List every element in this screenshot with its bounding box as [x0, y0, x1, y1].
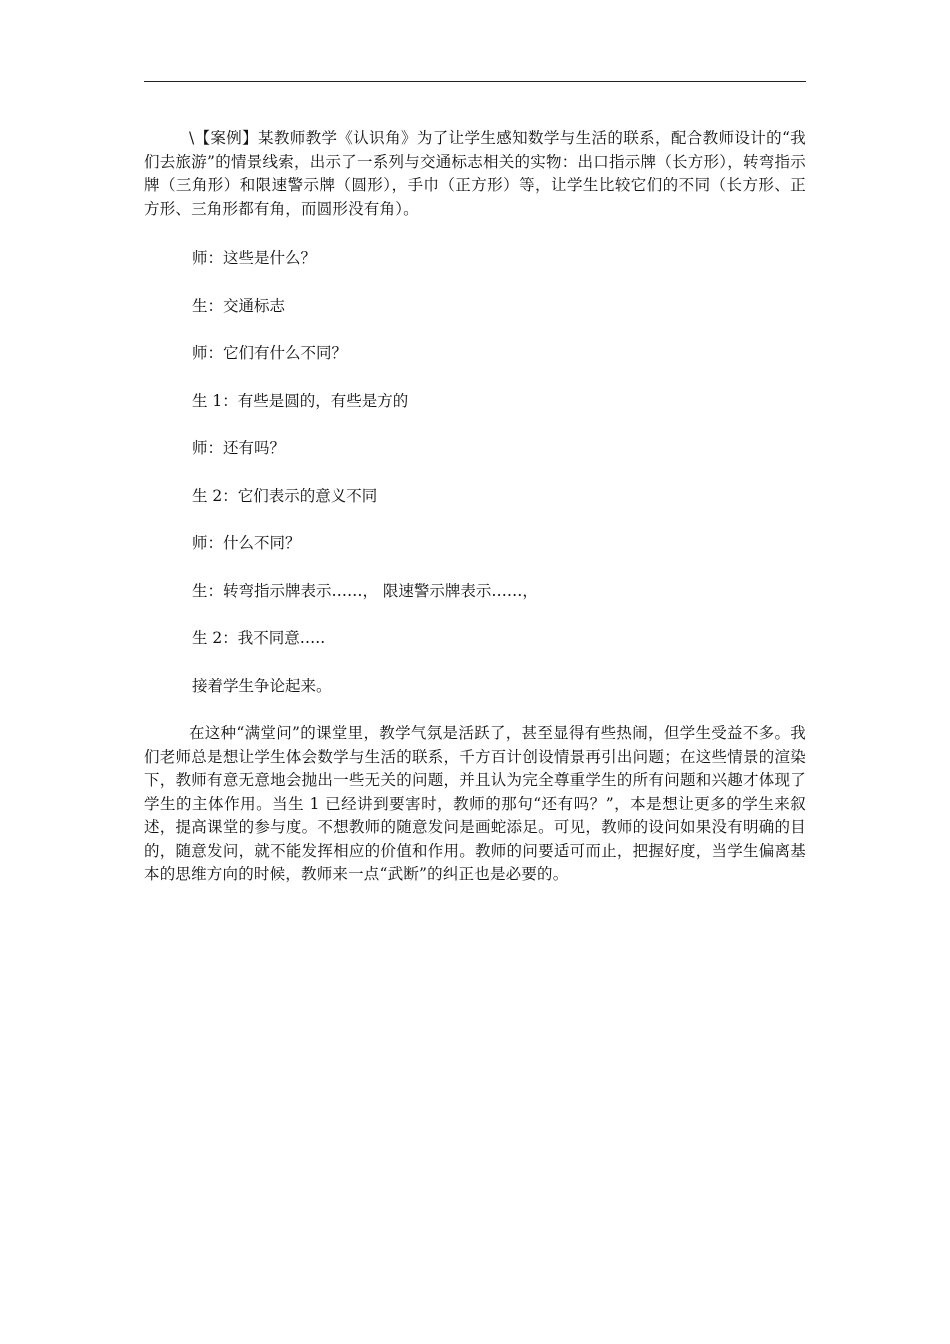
document-body — [144, 127, 806, 887]
commentary-paragraph: 在这种“满堂问”的课堂里，教学气氛是活跃了，甚至显得有些热闹，但学生受益不多。我们老师总是想让学生体会数学与生活的联系，千方百计创设情景再引出问题；在这些情景的渲染下，教师有意无意地会抛出一些无关的问题，并且认为完全尊重学生的所有问题和兴趣才体现了学生的主体作用。当生 1 已经讲到要害时，教师的那句“还有吗？”，本是想让更多的学生来叙述，提高课堂的参与度。不想教师的随意发问是画蛇添足。可见，教师的设问如果没有明确的目的，随意发问，就不能发挥相应的价值和作用。教师的问要适可而止，把握好度，当学生偏离基本的思维方向的时候，教师来一点“武断”的纠正也是必要的。 — [144, 724, 806, 883]
dialogue-line: 生 2：它们表示的意义不同 — [192, 486, 378, 505]
case-intro-paragraph: \【案例】某教师教学《认识角》为了让学生感知数学与生活的联系，配合教师设计的“我们去旅游”的情景线索，出示了一系列与交通标志相关的实物：出口指示牌（长方形），转弯指示牌（三角形）和限速警示牌（圆形），手巾（正方形）等，让学生比较它们的不同（长方形、正方形、三角形都有角，而圆形没有角）。 — [144, 129, 806, 218]
dialogue-line: 生：交通标志 — [192, 296, 286, 315]
dialogue-line: 师：它们有什么不同？ — [192, 344, 348, 362]
spacer — [144, 221, 806, 247]
dialogue-line: 师：什么不同？ — [192, 534, 301, 552]
dialogue-line: 生 2：我不同意….. — [192, 629, 326, 647]
dialogue-line: 师：这些是什么？ — [192, 249, 317, 267]
header-rule — [144, 81, 806, 82]
dialogue-line: 师：还有吗？ — [192, 439, 286, 457]
dialogue-line: 生：转弯指示牌表示……， 限速警示牌表示……， — [192, 581, 538, 600]
dialogue-line: 接着学生争论起来。 — [192, 676, 332, 695]
dialogue-line: 生 1：有些是圆的，有些是方的 — [192, 391, 409, 410]
